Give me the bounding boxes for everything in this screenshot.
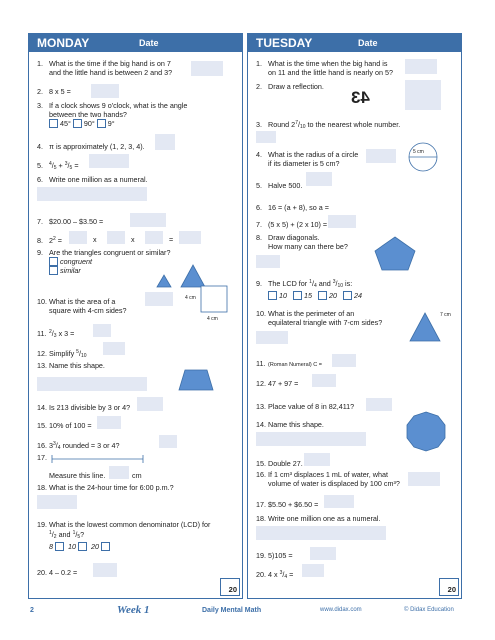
- answer-box-16[interactable]: [159, 435, 177, 448]
- equilateral-triangle-figure: [408, 311, 444, 343]
- question-1: 1. What is the time if the big hand is on 7 and the little hand is between 2 and 3?: [37, 59, 173, 77]
- answer-box-19[interactable]: [310, 547, 336, 560]
- question-10: 10. What is the area of a square with 4-cm sides?: [37, 297, 127, 315]
- question-16: 16. If 1 cm³ displaces 1 mL of water, what volume of water is displaced by 100 cm³?: [256, 470, 400, 488]
- question-7: 7. (5 x 5) + (2 x 10) =: [256, 220, 328, 229]
- question-6: 6. Write one million as a numeral.: [37, 175, 148, 184]
- question-13: 13. Place value of 8 in 82,411?: [256, 402, 355, 411]
- answer-box-6[interactable]: [37, 187, 147, 201]
- reflection-glyph: 43: [351, 88, 370, 107]
- answer-box-7[interactable]: [328, 215, 356, 228]
- question-8: 8. Draw diagonals. How many can there be?: [256, 233, 348, 251]
- measure-prompt: Measure this line.: [49, 471, 106, 480]
- square-figure: [193, 282, 233, 317]
- square-bottom-label: 4 cm: [207, 316, 218, 322]
- monday-header: [29, 34, 242, 52]
- answer-box-8c[interactable]: [145, 231, 163, 244]
- question-15: 15. Double 27.: [256, 459, 303, 468]
- answer-box-4[interactable]: [155, 134, 175, 150]
- answer-box-2[interactable]: [405, 80, 441, 110]
- checkbox-20[interactable]: [101, 542, 110, 551]
- score-box: 20: [220, 578, 240, 596]
- checkbox-congruent[interactable]: [49, 257, 58, 266]
- question-13: 13. Name this shape.: [37, 361, 105, 370]
- circle-figure: [408, 142, 440, 174]
- question-18: 18. What is the 24-hour time for 6:00 p.m.?: [37, 483, 174, 492]
- answer-box-1[interactable]: [191, 61, 223, 76]
- question-5: 5. $^4/_5 + ^3/_5$ =: [37, 161, 79, 171]
- question-3: 3. If a clock shows 9 o'clock, what is the angle between the two hands? 45° 90° 9°: [37, 101, 188, 128]
- question-14: 14. Name this shape.: [256, 420, 324, 429]
- checkbox-10[interactable]: [268, 291, 277, 300]
- footer-url: www.didax.com: [320, 607, 362, 613]
- week-label: Week 1: [117, 604, 150, 616]
- question-1: 1. What is the time when the big hand is on 11 and the little hand is nearly on 5?: [256, 59, 393, 77]
- answer-box-14[interactable]: [256, 432, 366, 446]
- answer-box-13[interactable]: [37, 377, 147, 391]
- footer-copyright: © Didax Education: [404, 607, 454, 613]
- checkbox-15[interactable]: [293, 291, 302, 300]
- tuesday-panel: [247, 33, 462, 599]
- answer-box-12[interactable]: [103, 342, 125, 355]
- cm-label: cm: [132, 471, 142, 480]
- question-17: 17. $5.50 + $6.50 =: [256, 500, 319, 509]
- question-9: 9. Are the triangles congruent or similar? congruent similar: [37, 248, 171, 275]
- checkbox-10[interactable]: [78, 542, 87, 551]
- answer-box-3[interactable]: [256, 131, 276, 143]
- question-18: 18. Write one million one as a numeral.: [256, 514, 381, 523]
- score-box: 20: [439, 578, 459, 596]
- question-2: 2. 8 x 5 =: [37, 87, 71, 96]
- question-17: 17.: [37, 453, 47, 462]
- answer-box-4[interactable]: [366, 149, 396, 163]
- question-3: 3. Round $2^7/_{10}$ to the nearest whole number.: [256, 120, 401, 130]
- answer-box-11[interactable]: [332, 354, 356, 367]
- answer-box-1[interactable]: [405, 59, 437, 74]
- date-label: Date: [139, 38, 159, 48]
- answer-box-13[interactable]: [366, 398, 392, 411]
- measure-line: [51, 453, 161, 465]
- checkbox-90[interactable]: [73, 119, 82, 128]
- question-4: 4. π is approximately (1, 2, 3, 4).: [37, 142, 145, 151]
- answer-box-15[interactable]: [97, 416, 121, 429]
- decagon-figure: [404, 410, 448, 454]
- page-number: 2: [30, 607, 34, 614]
- question-10: 10. What is the perimeter of an equilateral triangle with 7-cm sides?: [256, 309, 383, 327]
- checkbox-20[interactable]: [318, 291, 327, 300]
- question-4: 4. What is the radius of a circle if its diameter is 5 cm?: [256, 150, 359, 168]
- checkbox-45[interactable]: [49, 119, 58, 128]
- square-side-label: 4 cm: [185, 295, 196, 301]
- answer-box-18[interactable]: [37, 495, 77, 509]
- checkbox-24[interactable]: [343, 291, 352, 300]
- answer-box-8b[interactable]: [107, 231, 125, 244]
- answer-box-15[interactable]: [304, 453, 330, 466]
- checkbox-similar[interactable]: [49, 266, 58, 275]
- question-6: 6. 16 = (a + 8), so a =: [256, 203, 329, 212]
- answer-box-17[interactable]: [109, 466, 129, 479]
- answer-box-2[interactable]: [91, 84, 119, 98]
- answer-box-20[interactable]: [302, 564, 324, 577]
- pentagon-figure: [374, 234, 418, 272]
- question-11: 11. $^2/_3$ x 3 =: [37, 329, 75, 339]
- question-9: 9. The LCD for $^1/_4$ and $^3/_{10}$ is: 10 15 20 24: [256, 279, 362, 300]
- answer-box-10[interactable]: [256, 331, 288, 344]
- triangle-side-label: 7 cm: [440, 312, 451, 318]
- answer-box-8[interactable]: [256, 255, 280, 268]
- checkbox-8[interactable]: [55, 542, 64, 551]
- monday-panel: MONDAY Date 1. What is the time if the big hand is on 7 and the little hand is between 2 and 3? 2. 8 x 5 = 3. If a clock shows 9 o'clock, what is the angle between the two hands? 45° 90° 9° 4. π is approximately (1, 2, 3, 4). 5. $^4/_5 + ^3/_5$ = 6. Write one million as a numeral. 7. $20.00 – $3.50 = 8. $2^2$ = x x = 9. Are the triangles congruent or similar? congruent similar 10. What is the area of a square with 4-cm sides? 4 cm 4 cm 11. $^2/_3$ x 3 = 12. Simplify $^5/_{10}$ 13. Name this shape. 14. Is 213 divisible by 3 or 4? 15. 10% of 100 = 16. $3^3/_4$ rounded = 3 or 4? 17. Measure this line. cm 18. What is the 24-hour time for 6:00 p.m.? 19. What is the lowest common denominator (LCD) for $^1/_2$ and $^1/_5$? 8 10 20 20. 4 – 0.2 = 20: [28, 33, 243, 599]
- question-2: 2. Draw a reflection.: [256, 82, 324, 91]
- answer-box-8a[interactable]: [69, 231, 87, 244]
- day-title: TUESDAY: [256, 36, 313, 50]
- footer-title: Daily Mental Math: [202, 607, 262, 614]
- answer-box-10[interactable]: [145, 292, 173, 306]
- day-title: MONDAY: [37, 36, 90, 50]
- answer-box-5[interactable]: [306, 172, 332, 186]
- question-20: 20. 4 x $^3/_4$ =: [256, 570, 294, 580]
- answer-box-11[interactable]: [93, 324, 111, 337]
- question-12: 12. 47 + 97 =: [256, 379, 299, 388]
- date-label: Date: [358, 38, 378, 48]
- question-5: 5. Halve 500.: [256, 181, 303, 190]
- question-15: 15. 10% of 100 =: [37, 421, 92, 430]
- answer-box-17[interactable]: [324, 495, 354, 508]
- question-8: 8. $2^2$ =: [37, 236, 62, 245]
- question-11: 11. (Roman Numeral) C =: [256, 359, 322, 368]
- answer-box-16[interactable]: [408, 472, 440, 486]
- answer-box-18[interactable]: [256, 526, 386, 540]
- question-14: 14. Is 213 divisible by 3 or 4?: [37, 403, 131, 412]
- question-7: 7. $20.00 – $3.50 =: [37, 217, 104, 226]
- diameter-label: 5 cm: [413, 149, 424, 155]
- answer-box-14[interactable]: [137, 397, 163, 411]
- question-16: 16. $3^3/_4$ rounded = 3 or 4?: [37, 441, 120, 451]
- answer-box-20[interactable]: [93, 563, 117, 577]
- tuesday-header: [248, 34, 461, 52]
- checkbox-9[interactable]: [97, 119, 106, 128]
- question-20: 20. 4 – 0.2 =: [37, 568, 78, 577]
- question-19: 19. 5)105 =: [256, 551, 293, 560]
- trapezoid-figure: [169, 366, 229, 394]
- answer-box-7[interactable]: [130, 213, 166, 227]
- question-19: 19. What is the lowest common denominator (LCD) for $^1/_2$ and $^1/_5$? 8 10 20: [37, 520, 211, 551]
- question-12: 12. Simplify $^5/_{10}$: [37, 349, 87, 359]
- answer-box-5[interactable]: [89, 154, 129, 168]
- answer-box-8d[interactable]: [179, 231, 201, 244]
- answer-box-12[interactable]: [312, 374, 336, 387]
